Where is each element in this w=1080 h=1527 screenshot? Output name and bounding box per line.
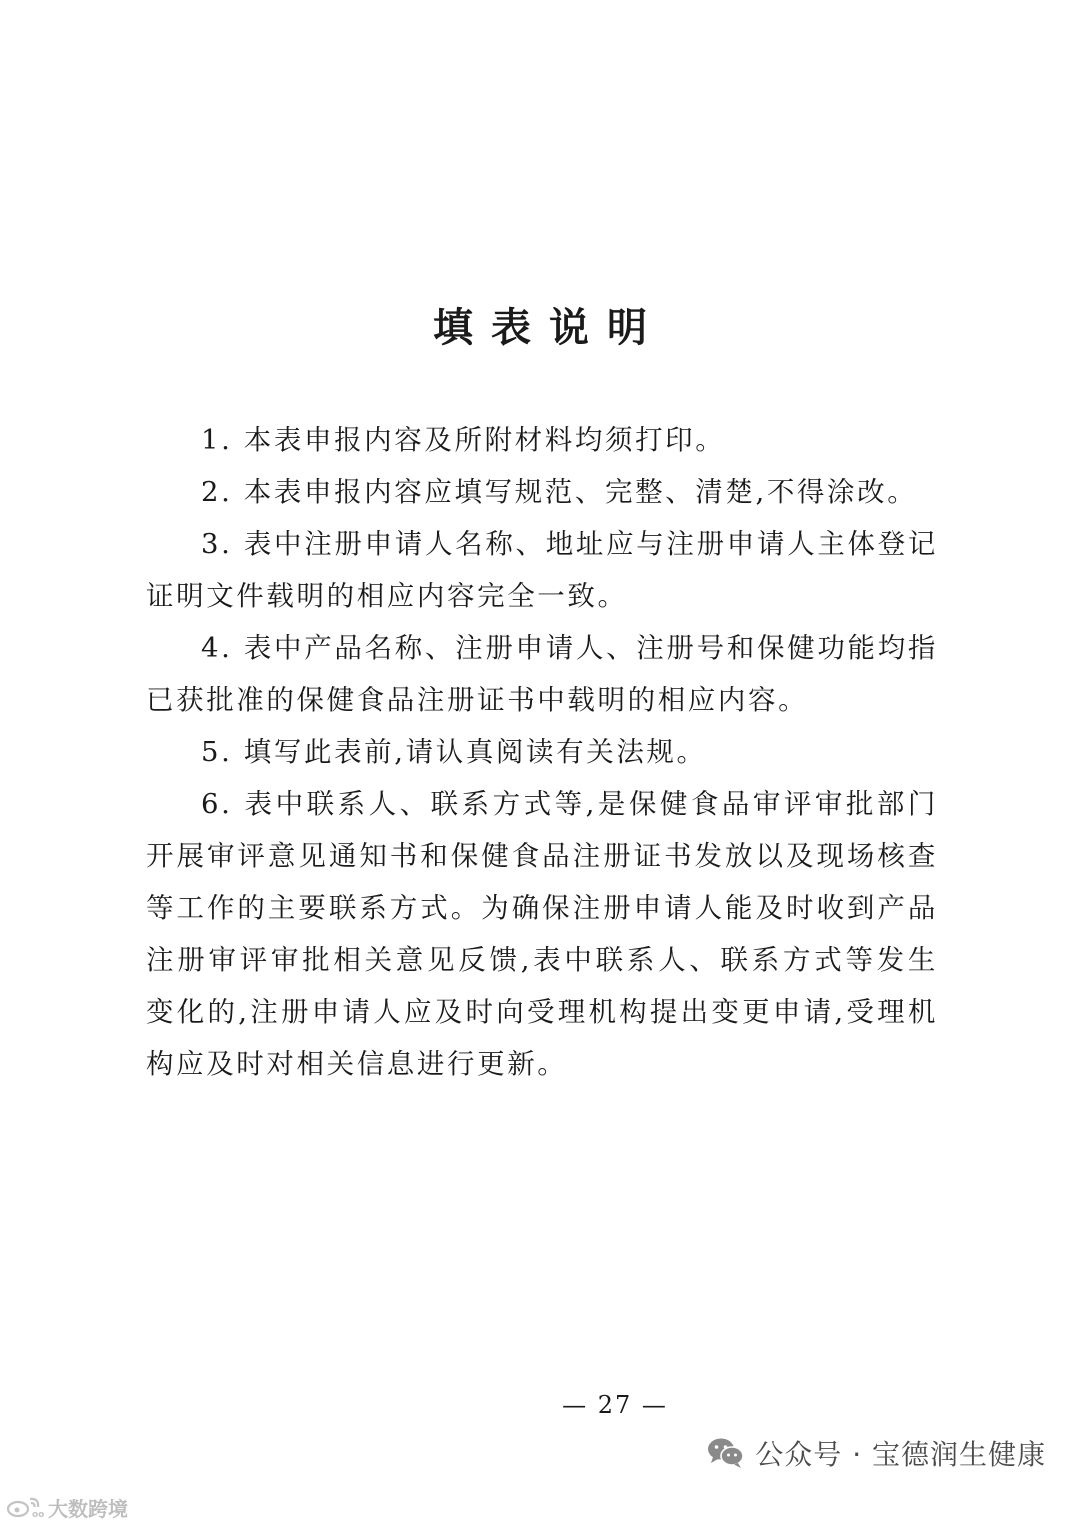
instruction-item-3: 3. 表中注册申请人名称、地址应与注册申请人主体登记证明文件载明的相应内容完全一致。 (146, 528, 938, 612)
instruction-item-1: 1. 本表申报内容及所附材料均须打印。 (201, 424, 726, 456)
page-title: 填表说明 (433, 304, 665, 351)
instruction-item-5: 5. 填写此表前,请认真阅读有关法规。 (201, 736, 707, 768)
instruction-item-2: 2. 本表申报内容应填写规范、完整、清楚,不得涂改。 (201, 476, 918, 508)
wechat-watermark (707, 1433, 1046, 1473)
page-number: — 27 — (562, 1391, 668, 1419)
weibo-watermark (6, 1492, 128, 1522)
weibo-icon (6, 1495, 46, 1519)
instruction-item-6: 6. 表中联系人、联系方式等,是保健食品审评审批部门开展审评意见通知书和保健食品注册证书发放以及现场核查等工作的主要联系方式。为确保注册申请人能及时收到产品注册审评审批相关意见反馈,表中联系人、联系方式等发生变化的,注册申请人应及时向受理机构提出变更申请,受理机构应及时对相关信息进行更新。 (146, 788, 938, 1080)
instruction-item-4: 4. 表中产品名称、注册申请人、注册号和保健功能均指已获批准的保健食品注册证书中载明的相应内容。 (146, 632, 938, 716)
wechat-icon (707, 1437, 745, 1469)
svg-text:oo: oo (32, 1510, 45, 1519)
instructions-body (146, 414, 938, 1090)
weibo-account-label: 大数跨境 (48, 1496, 128, 1521)
wechat-account-label: 公众号 · 宝德润生健康 (755, 1438, 1046, 1471)
